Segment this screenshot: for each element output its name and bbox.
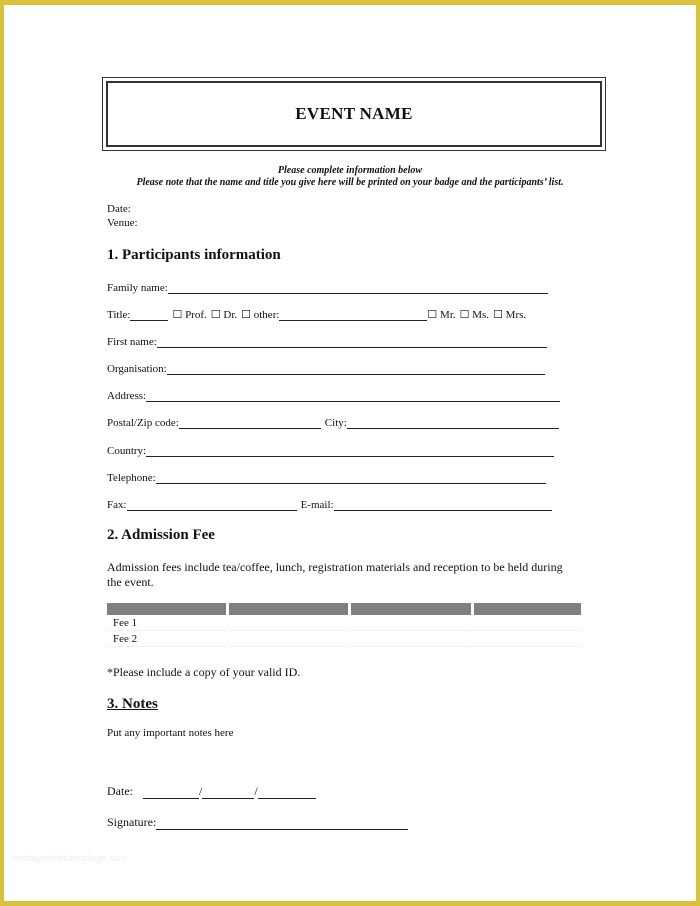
notes-placeholder[interactable]: Put any important notes here xyxy=(107,727,234,739)
fee-cell[interactable] xyxy=(474,615,581,631)
fee-cell[interactable] xyxy=(474,631,581,647)
family-name-label: Family name: xyxy=(107,282,168,294)
badge-note: Please note that the name and title you give here will be printed on your badge and the participants’ list. xyxy=(136,177,564,188)
date-month-field[interactable] xyxy=(202,786,254,799)
mr-checkbox[interactable]: ☐ Mr. xyxy=(427,309,456,321)
country-label: Country: xyxy=(107,445,147,457)
fee-cell[interactable] xyxy=(229,615,348,631)
watermark: heritagechristiancollege.com xyxy=(12,853,127,863)
first-name-field[interactable] xyxy=(157,335,547,348)
postal-label: Postal/Zip code: xyxy=(107,417,179,429)
telephone-field[interactable] xyxy=(156,471,546,484)
email-field[interactable] xyxy=(334,498,552,511)
prof-checkbox[interactable]: ☐ Prof. xyxy=(172,309,207,321)
fax-label: Fax: xyxy=(107,499,127,511)
event-venue-label: Venue: xyxy=(107,217,138,229)
fax-field[interactable] xyxy=(127,498,297,511)
footer-date-label: Date: xyxy=(107,784,133,798)
other-checkbox[interactable]: ☐ other: xyxy=(241,309,280,321)
fee-cell[interactable] xyxy=(229,631,348,647)
date-day-field[interactable] xyxy=(143,786,199,799)
footer-date-row xyxy=(107,784,316,799)
country-row xyxy=(107,444,554,457)
address-label: Address: xyxy=(107,390,147,402)
family-name-field[interactable] xyxy=(168,281,548,294)
form-page xyxy=(4,5,696,901)
fee-label: Fee 2 xyxy=(107,631,226,647)
first-name-row xyxy=(107,335,547,348)
organisation-label: Organisation: xyxy=(107,363,167,375)
dr-checkbox[interactable]: ☐ Dr. xyxy=(210,309,238,321)
date-year-field[interactable] xyxy=(258,786,316,799)
telephone-row xyxy=(107,471,546,484)
telephone-label: Telephone: xyxy=(107,472,156,484)
table-row xyxy=(107,615,581,631)
fee-description: Admission fees include tea/coffee, lunch, registration materials and reception to be held during the event. xyxy=(107,560,563,589)
section-participants-heading: 1. Participants information xyxy=(107,247,281,263)
family-name-row xyxy=(107,281,548,294)
section-notes-heading: 3. Notes xyxy=(107,696,158,712)
other-title-field[interactable] xyxy=(279,308,427,321)
country-field[interactable] xyxy=(146,444,554,457)
fee-cell[interactable] xyxy=(351,615,470,631)
id-note: *Please include a copy of your valid ID. xyxy=(107,665,301,679)
city-label: City: xyxy=(324,417,347,429)
address-row xyxy=(107,389,560,402)
address-field[interactable] xyxy=(146,389,560,402)
date-separator: / xyxy=(254,784,258,798)
postal-city-row xyxy=(107,416,559,429)
city-field[interactable] xyxy=(347,416,559,429)
title-label: Title: xyxy=(107,309,131,321)
organisation-row xyxy=(107,362,545,375)
mrs-checkbox[interactable]: ☐ Mrs. xyxy=(493,309,527,321)
section-fee-heading: 2. Admission Fee xyxy=(107,527,215,543)
fax-email-row xyxy=(107,498,552,511)
organisation-field[interactable] xyxy=(167,362,545,375)
instruction-note: Please complete information below xyxy=(277,165,423,176)
postal-field[interactable] xyxy=(179,416,321,429)
signature-label: Signature: xyxy=(107,815,157,829)
date-separator: / xyxy=(199,784,203,798)
fee-cell[interactable] xyxy=(351,631,470,647)
fee-table xyxy=(104,603,584,647)
fee-label: Fee 1 xyxy=(107,615,226,631)
first-name-label: First name: xyxy=(107,336,157,348)
event-date-label: Date: xyxy=(107,203,131,215)
title-field[interactable] xyxy=(130,308,168,321)
title-box xyxy=(102,77,606,151)
signature-row xyxy=(107,815,408,830)
signature-field[interactable] xyxy=(156,817,408,830)
ms-checkbox[interactable]: ☐ Ms. xyxy=(459,309,490,321)
fee-table-header xyxy=(107,603,581,615)
table-row xyxy=(107,631,581,647)
email-label: E-mail: xyxy=(300,499,334,511)
event-title: EVENT NAME xyxy=(107,82,601,146)
title-row xyxy=(107,308,526,321)
